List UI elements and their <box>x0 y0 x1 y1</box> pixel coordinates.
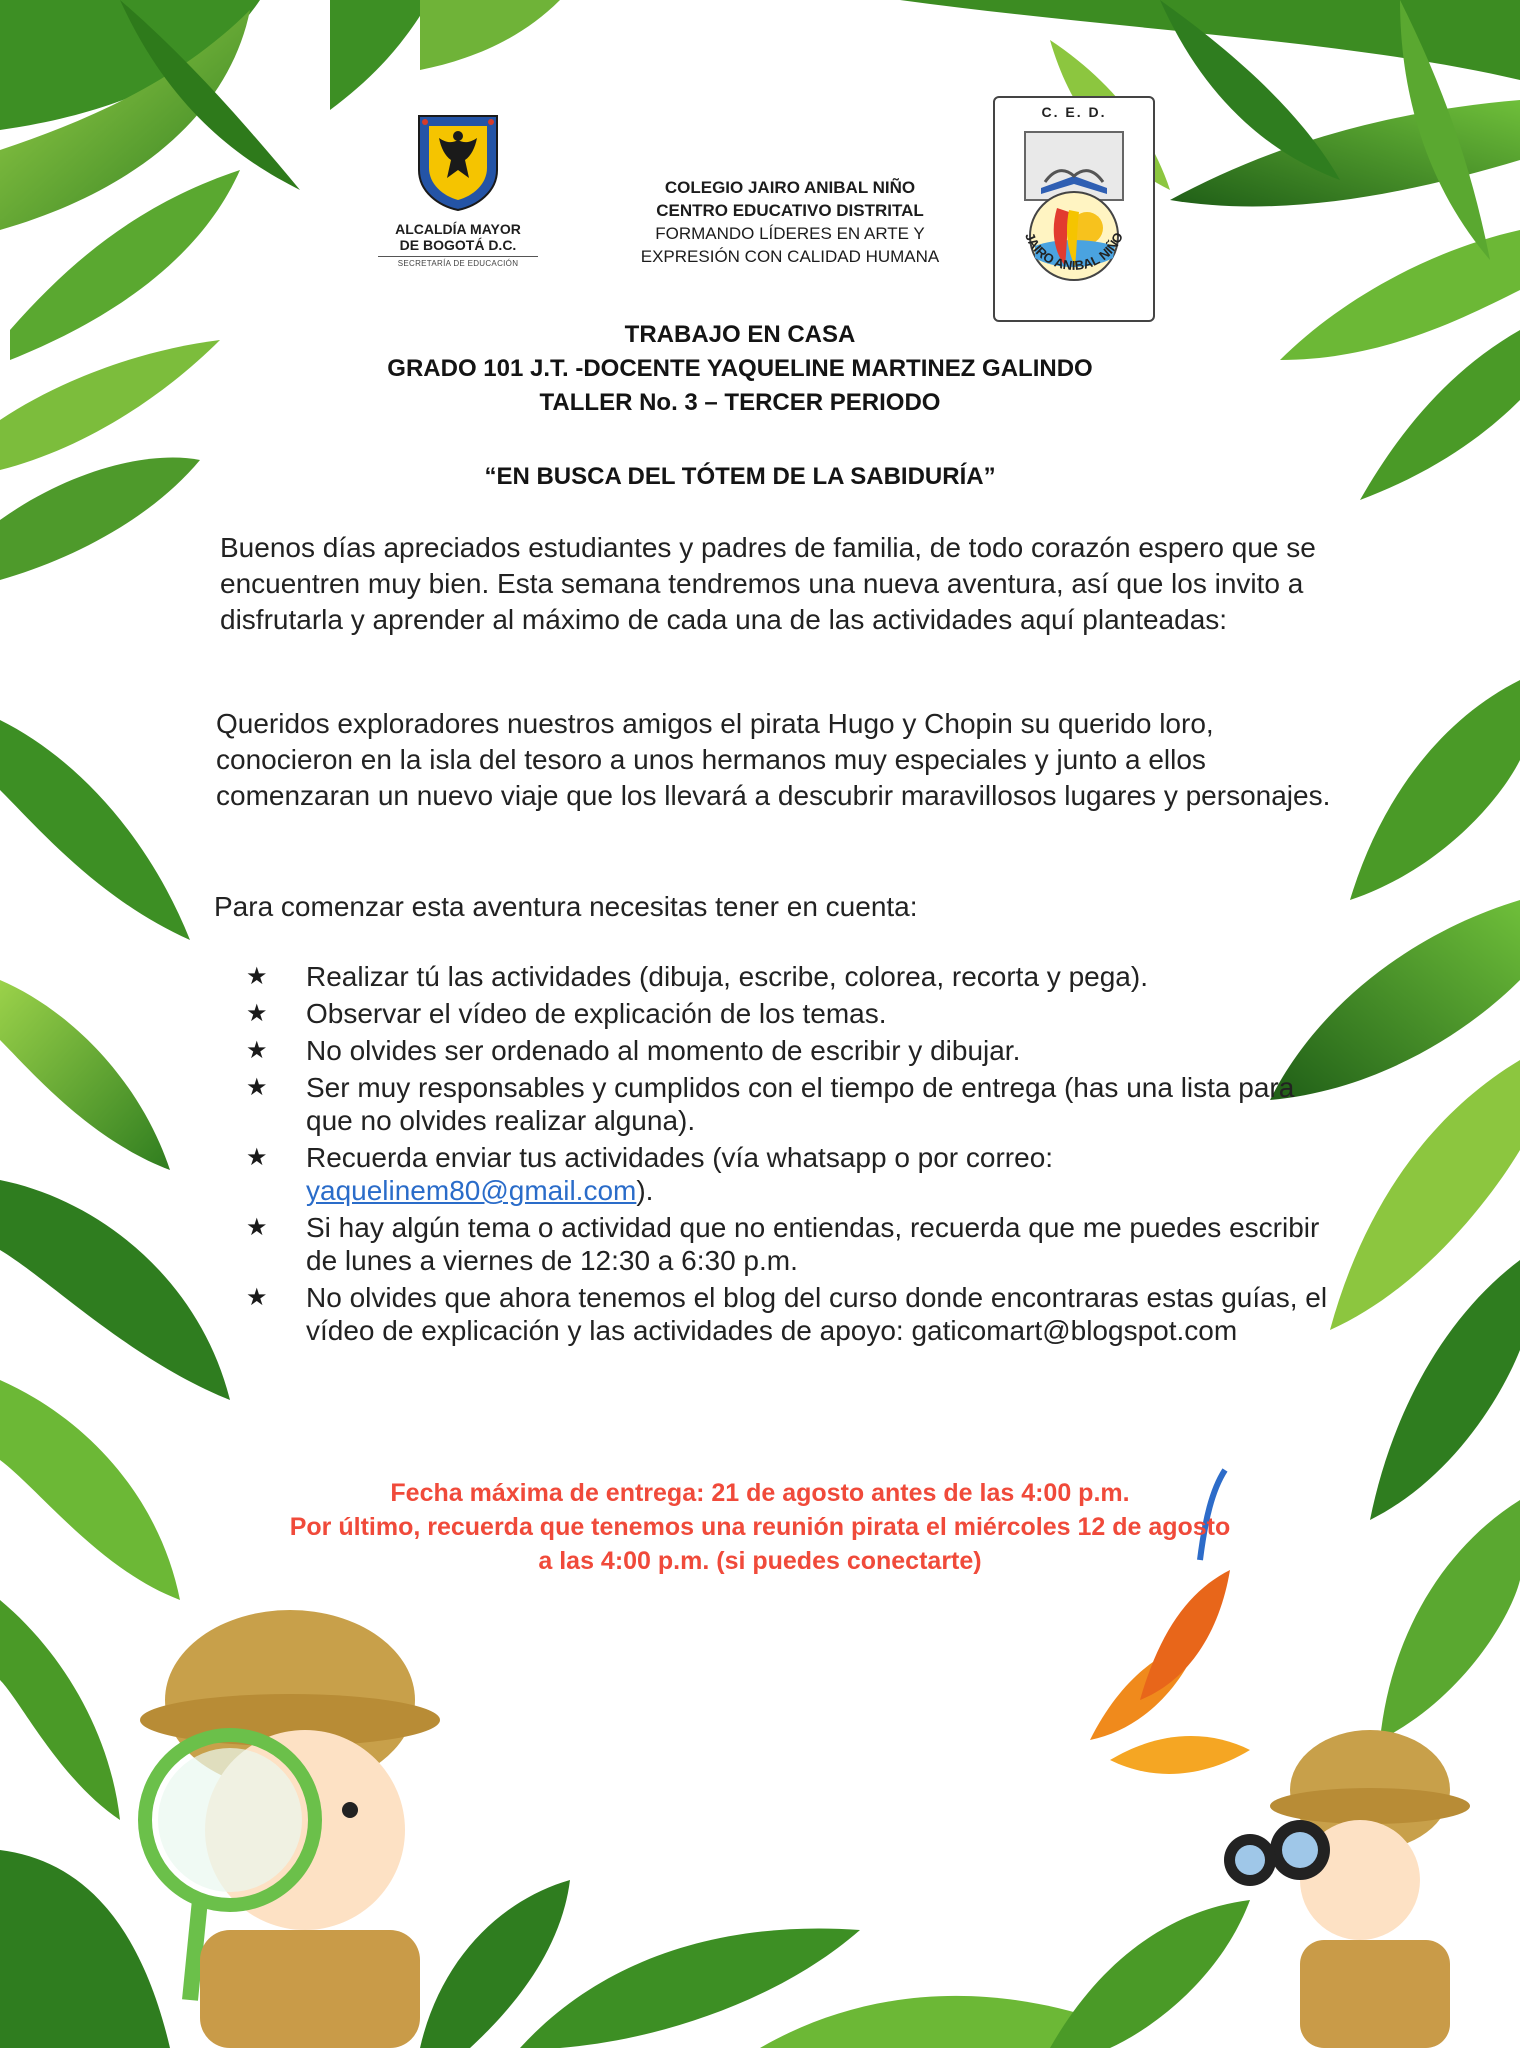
school-motto-line2: EXPRESIÓN CON CALIDAD HUMANA <box>640 247 940 266</box>
list-item <box>240 1034 1330 1067</box>
list-item <box>240 1211 1330 1277</box>
star-icon: ★ <box>246 1037 268 1064</box>
instruction-text: Observar el vídeo de explicación de los temas. <box>306 998 887 1029</box>
bogota-logo <box>378 112 538 302</box>
instruction-text: Ser muy responsables y cumplidos con el tiempo de entrega (has una lista para que no olvides realizar alguna). <box>306 1072 1295 1136</box>
workshop-title: “EN BUSCA DEL TÓTEM DE LA SABIDURÍA” <box>484 463 996 490</box>
school-type: CENTRO EDUCATIVO DISTRITAL <box>656 201 924 220</box>
meeting-time-line: a las 4:00 p.m. (si puedes conectarte) <box>538 1547 982 1575</box>
instruction-text: No olvides que ahora tenemos el blog del curso donde encontraras estas guías, el vídeo de explicación y las actividades de apoyo: gaticomart@blogspot.com <box>306 1282 1328 1346</box>
instruction-text: No olvides ser ordenado al momento de escribir y dibujar. <box>306 1035 1021 1066</box>
star-icon: ★ <box>246 1074 268 1101</box>
municipality-line1: ALCALDÍA MAYOR <box>395 221 521 237</box>
star-icon: ★ <box>246 1000 268 1027</box>
instruction-text: Realizar tú las actividades (dibuja, escribe, colorea, recorta y pega). <box>306 961 1148 992</box>
list-item <box>240 960 1330 993</box>
header-work-at-home: TRABAJO EN CASA <box>624 321 856 348</box>
list-item <box>240 997 1330 1030</box>
ced-school-logo <box>993 96 1155 322</box>
header-workshop-period: TALLER No. 3 – TERCER PERIODO <box>539 389 941 416</box>
school-seal-icon <box>995 98 1153 320</box>
school-seal-text: JAIRO ANIBAL NIÑO <box>1022 230 1127 274</box>
instructions-list <box>240 960 1330 1351</box>
intro-paragraph: Buenos días apreciados estudiantes y padres de familia, de todo corazón espero que se encuentren muy bien. Esta semana tendremos una nueva aventura, así que los invito a disfrutarla y aprender al máximo de cada una de las actividades aquí planteadas: <box>220 532 1316 635</box>
instruction-text-end: ). <box>636 1175 654 1206</box>
school-motto-line1: FORMANDO LÍDERES EN ARTE Y <box>655 224 925 243</box>
explorer-character-right <box>1224 1730 1470 2048</box>
header-grade-teacher: GRADO 101 J.T. -DOCENTE YAQUELINE MARTINEZ GALINDO <box>387 355 1093 382</box>
lead-paragraph: Para comenzar esta aventura necesitas tener en cuenta: <box>214 891 918 922</box>
list-item <box>240 1071 1330 1137</box>
meeting-line: Por último, recuerda que tenemos una reunión pirata el miércoles 12 de agosto <box>289 1513 1231 1541</box>
story-paragraph: Queridos exploradores nuestros amigos el pirata Hugo y Chopin su querido loro, conocieron en la isla del tesoro a unos hermanos muy especiales y junto a ellos comenzaran un nuevo viaje que los llevará a descubrir maravillosos lugares y personajes. <box>216 708 1331 811</box>
deadline-line: Fecha máxima de entrega: 21 de agosto antes de las 4:00 p.m. <box>390 1479 1130 1507</box>
star-icon: ★ <box>246 1284 268 1311</box>
ced-label: C. E. D. <box>1041 104 1107 120</box>
bottom-leaves <box>420 1880 1250 2048</box>
municipality-name <box>378 221 538 253</box>
school-name: COLEGIO JAIRO ANIBAL NIÑO <box>664 178 916 197</box>
star-icon: ★ <box>246 1214 268 1241</box>
list-item <box>240 1141 1330 1207</box>
instruction-text: Recuerda enviar tus actividades (vía whatsapp o por correo: <box>306 1142 1054 1173</box>
municipality-subtitle: SECRETARÍA DE EDUCACIÓN <box>378 256 538 268</box>
document-header <box>300 318 1180 420</box>
bogota-coat-of-arms-icon <box>415 112 501 212</box>
list-item <box>240 1281 1330 1347</box>
star-icon: ★ <box>246 963 268 990</box>
school-info <box>590 176 990 268</box>
explorer-character-left <box>140 1610 440 2048</box>
municipality-line2: DE BOGOTÁ D.C. <box>399 237 517 253</box>
teacher-email-link[interactable]: yaquelinem80@gmail.com <box>306 1175 637 1206</box>
deadline-notice <box>200 1476 1320 1578</box>
instruction-text: Si hay algún tema o actividad que no entiendas, recuerda que me puedes escribir de lunes a viernes de 12:30 a 6:30 p.m. <box>306 1212 1320 1276</box>
star-icon: ★ <box>246 1144 268 1171</box>
